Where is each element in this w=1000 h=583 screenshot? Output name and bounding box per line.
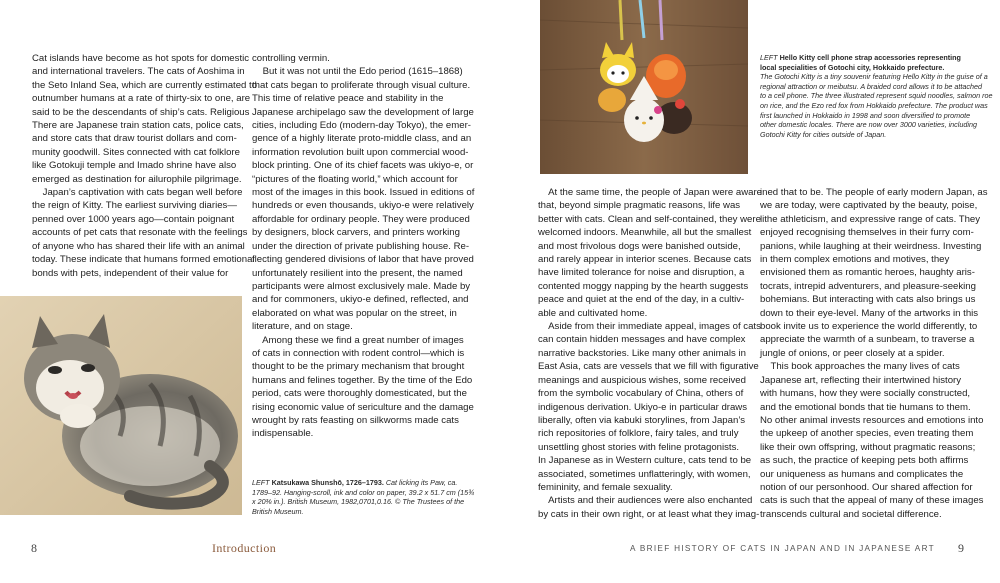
text-line: unsettling ghost stories with feline protagonists. bbox=[538, 441, 740, 453]
text-line: wrought by rats feasting on silkworms made cats bbox=[252, 414, 459, 426]
hello-kitty-straps-image bbox=[540, 0, 748, 174]
text-line: we are today, were captivated by the beauty, poise, bbox=[760, 200, 978, 212]
text-line: unfortunately resilient into the present, the named bbox=[252, 267, 463, 279]
text-line: Japan’s captivation with cats began well before bbox=[32, 187, 243, 199]
caption-heading: local specialities of Gotochi city, Hokkaido prefecture. bbox=[760, 62, 945, 72]
text-line: In Japanese as in Western culture, cats tend to be bbox=[538, 455, 752, 467]
text-line: Aside from their immediate appeal, images of cats bbox=[538, 321, 761, 333]
text-line: indispensable. bbox=[252, 428, 314, 440]
caption-line: other domestic locales. There are now over 3000 varieties, including bbox=[760, 120, 977, 130]
text-line: under the direction of private publishing house. Re- bbox=[252, 240, 470, 252]
caption-line: Gotochi Kitty for cities outside of Japan. bbox=[760, 129, 887, 139]
text-line: in them complex emotions and motives, they bbox=[760, 254, 950, 266]
caption-line: regional attraction or meibutsu. A braided cord allows it to be attached bbox=[760, 81, 983, 91]
text-line: gence of a highly literate proto-middle class, and an bbox=[252, 133, 472, 145]
caption-label: LEFT bbox=[252, 478, 272, 487]
caption-line: on rice, and the Ezo red fox from Hokkaido prefecture. The product was bbox=[760, 100, 988, 110]
text-line: today. These indicate that humans formed emotional bbox=[32, 254, 255, 266]
text-line: transcends cultural and societal difference. bbox=[760, 508, 942, 520]
text-line: outnumber humans at a rate of thirty-six to one, are bbox=[32, 93, 251, 105]
text-line: from the symbolic vocabulary of China, others of bbox=[538, 388, 744, 400]
text-line: information revolution built upon commercial wood- bbox=[252, 146, 469, 158]
text-line: the reign of Kitty. The earliest surviving diaries— bbox=[32, 200, 237, 212]
text-line: by designers, block carvers, and printers working bbox=[252, 227, 460, 239]
text-line: panions, while laughing at their weirdness. Investing bbox=[760, 240, 982, 252]
cat-licking-paw-painting bbox=[0, 296, 242, 515]
text-line: said to be the descendants of ship’s cats. Religious bbox=[32, 106, 250, 118]
text-line: Japanese art, reflecting their intertwined history bbox=[760, 374, 962, 386]
text-line: controlling vermin. bbox=[252, 53, 330, 64]
text-line: the Seto Inland Sea, which are currently estimated to bbox=[32, 79, 258, 91]
text-line: able and cultivated home. bbox=[538, 307, 648, 319]
text-line: Among these we find a great number of images bbox=[252, 334, 464, 346]
text-line: associated, sometimes unflatteringly, with women, bbox=[538, 468, 751, 480]
text-line: and most frivolous dogs were banished outside, bbox=[538, 240, 741, 252]
text-line: contented moggy napping by the hearth suggests bbox=[538, 280, 749, 292]
text-line: emerged as destination for ailurophile pilgrimage. bbox=[32, 173, 242, 185]
text-line: humans and felines together. By the time of the Edo bbox=[252, 374, 473, 386]
caption-line: 1789–92. Hanging-scroll, ink and color on paper, 39.2 x 51.7 cm (15¾ bbox=[252, 487, 475, 497]
text-line: like Gotokuji temple and Imado shrine have also bbox=[32, 160, 237, 172]
running-head: A BRIEF HISTORY OF CATS IN JAPAN AND IN JAPANESE ART bbox=[630, 544, 935, 553]
caption-line: Cat licking its Paw, ca. bbox=[385, 478, 458, 487]
text-line: with humans, how they were socially constructed, bbox=[760, 388, 971, 400]
text-line: At the same time, the people of Japan were aware bbox=[538, 187, 762, 198]
text-line: tocrats, intrepid adventurers, and pleasure-seeking bbox=[760, 280, 976, 292]
text-line: rich repositories of folklore, fairy tales, and truly bbox=[538, 428, 739, 440]
text-line: participants were almost exclusively male. Made by bbox=[252, 280, 471, 292]
text-line: elaborated on what was popular on the street, in bbox=[252, 307, 457, 319]
text-line: affordable for ordinary people. They were produced bbox=[252, 213, 470, 225]
text-line: East Asia, cats are vessels that we fill with figurative bbox=[538, 361, 759, 373]
text-line: by cats in their own right, or at least what they imag- bbox=[538, 508, 760, 520]
right-page-number: 9 bbox=[958, 541, 964, 555]
text-line: book invite us to experience the world differently, to bbox=[760, 321, 978, 333]
text-line: lithe athleticism, and expressive range of cats. They bbox=[760, 213, 981, 225]
text-line: enjoyed recognising themselves in their furry com- bbox=[760, 227, 974, 239]
text-line: of anyone who has shared their life with an animal bbox=[32, 240, 245, 252]
text-line: as such, the practice of keeping pets both affirms bbox=[760, 455, 969, 467]
text-line: hundreds or even thousands, ukiyo-e were relatively bbox=[252, 200, 474, 212]
text-line: No other animal invests resources and emotions into bbox=[760, 414, 984, 426]
text-line: bonds with pets, independent of their value for bbox=[32, 267, 229, 279]
text-line: This book approaches the many lives of cats bbox=[760, 361, 960, 373]
text-line: rising economic value of sericulture and the damage bbox=[252, 401, 474, 413]
text-line: notion of our personhood. Our shared affection for bbox=[760, 481, 973, 493]
cat-painting-image bbox=[0, 296, 242, 515]
left-image-caption bbox=[252, 478, 474, 516]
text-line: most of the images in this book. Issued in editions of bbox=[252, 187, 475, 199]
caption-artist: Katsukawa Shunshō, 1726–1793. bbox=[271, 478, 386, 487]
text-line: This time of relative peace and stability in the bbox=[252, 93, 444, 105]
left-page-column-2 bbox=[252, 52, 474, 441]
text-line: There are Japanese train station cats, police cats, bbox=[32, 120, 244, 132]
text-line: Artists and their audiences were also enchanted bbox=[538, 495, 753, 507]
right-page-column-2 bbox=[760, 186, 988, 521]
text-line: welcomed indoors. Meanwhile, all but the smallest bbox=[538, 227, 752, 239]
right-page-column-1 bbox=[538, 186, 762, 521]
text-line: and the emotional bonds that tie humans to them. bbox=[760, 401, 971, 413]
text-line: “pictures of the floating world,” which account for bbox=[252, 173, 458, 185]
text-line: flecting gendered divisions of labor that have proved bbox=[252, 254, 474, 266]
text-line: But it was not until the Edo period (1615–1868) bbox=[252, 66, 463, 78]
caption-line: British Museum. bbox=[252, 506, 304, 516]
text-line: can contain hidden messages and have complex bbox=[538, 334, 746, 346]
text-line: of cats in connection with rodent control—which is bbox=[252, 347, 465, 359]
caption-line: to a cell phone. The three illustrated represent squid noodles, salmon roe bbox=[760, 91, 993, 101]
text-line: jungle of onions, or peer closely at a spider. bbox=[760, 347, 945, 359]
text-line: period, cats were thoroughly domesticated, but the bbox=[252, 388, 467, 400]
text-line: Japanese archipelago saw the development of large bbox=[252, 106, 474, 118]
text-line: better with cats. Clean and self-contained, they were bbox=[538, 213, 761, 225]
text-line: and store cats that draw tourist dollars and com- bbox=[32, 133, 237, 145]
text-line: femininity, and female sexuality. bbox=[538, 481, 673, 493]
section-title: Introduction bbox=[212, 541, 277, 555]
text-line: the upkeep of another species, even treating them bbox=[760, 428, 974, 440]
text-line: cities, including Edo (modern-day Tokyo), the emer- bbox=[252, 120, 471, 132]
text-line: like their own offspring, without pragmatic reasons; bbox=[760, 441, 976, 453]
text-line: indigenous derivation. Ukiyo-e in particular draws bbox=[538, 401, 748, 413]
left-page-number: 8 bbox=[31, 541, 37, 555]
text-line: meanings and auspicious wishes, some received bbox=[538, 374, 746, 386]
text-line: thought to be the primary mechanism that brought bbox=[252, 361, 465, 373]
caption-line: x 20⅜ in.). British Museum, 1982,0701,0.16. © The Trustees of the bbox=[252, 497, 465, 507]
text-line: ined that to be. The people of early modern Japan, as bbox=[760, 187, 988, 198]
caption-heading: Hello Kitty cell phone strap accessories representing bbox=[779, 53, 961, 62]
text-line: appreciate the warmth of a sunbeam, to traverse a bbox=[760, 334, 975, 346]
text-line: and international travelers. The cats of Aoshima in bbox=[32, 66, 245, 78]
text-line: penned over 1000 years ago—contain poignant bbox=[32, 213, 235, 225]
text-line: accounts of pet cats that resonate with the feelings bbox=[32, 227, 248, 239]
left-page-column-1 bbox=[32, 52, 257, 280]
text-line: narrative backstories. Like many other animals in bbox=[538, 347, 746, 359]
text-line: that cats began to proliferate through visual culture. bbox=[252, 79, 471, 91]
text-line: and for commoners, ukiyo-e defined, reflected, and bbox=[252, 294, 469, 306]
right-image-caption bbox=[760, 53, 993, 139]
text-line: Cat islands have become as hot spots for domestic bbox=[32, 53, 250, 64]
text-line: envisioned them as romantic heroes, haughty aris- bbox=[760, 267, 975, 279]
caption-label: LEFT bbox=[760, 53, 780, 62]
text-line: down to their eye-level. Many of the artworks in this bbox=[760, 307, 979, 319]
text-line: cats is such that the appeal of many of these images bbox=[760, 495, 984, 507]
text-line: have limited tolerance for noise and disruption, a bbox=[538, 267, 745, 279]
text-line: our uniqueness as humans and complicates the bbox=[760, 468, 964, 480]
text-line: and rarely appear in interior scenes. Because cats bbox=[538, 254, 752, 266]
text-line: literature, and on stage. bbox=[252, 321, 353, 333]
text-line: block printing. One of its chief facets was ukiyo-e, or bbox=[252, 160, 474, 172]
text-line: liberally, often via kabuki storylines, from Japan’s bbox=[538, 414, 746, 426]
caption-line: first launched in Hokkaido in 1998 and soon diversified to promote bbox=[760, 110, 971, 120]
text-line: that, beyond simple pragmatic reasons, life was bbox=[538, 200, 741, 212]
text-line: bohemians. But interacting with cats also brings us bbox=[760, 294, 976, 306]
caption-line: The Gotochi Kitty is a tiny souvenir featuring Hello Kitty in the guise of a bbox=[760, 72, 988, 82]
hello-kitty-straps-photo bbox=[540, 0, 748, 174]
text-line: peace and quiet at the end of the day, in a cultiv- bbox=[538, 294, 745, 306]
text-line: munity goodwill. Sites connected with cat folklore bbox=[32, 146, 240, 158]
